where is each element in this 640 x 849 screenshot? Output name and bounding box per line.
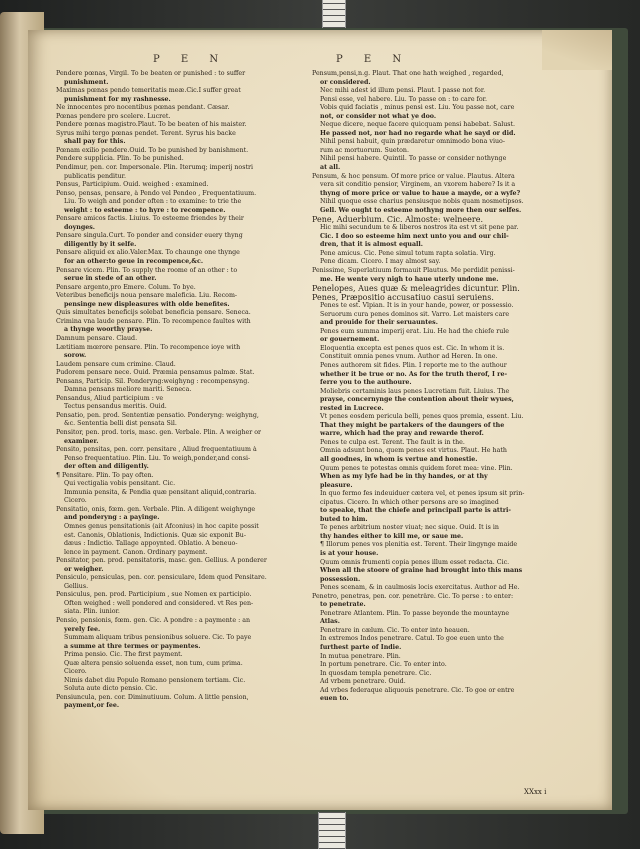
- text-line: Penes authorem sit fides. Plin. I reporte me to the authour: [320, 361, 507, 369]
- text-line: Seruorum cura penes dominos sit. Varro. Let maisters care: [320, 310, 510, 318]
- text-line: diligently by it selfe.: [64, 240, 137, 248]
- text-line: all goodnes, in whom is vertue and honestie.: [320, 455, 478, 463]
- text-line: He passed not, nor had no regarde what he sayd or did.: [320, 129, 516, 137]
- text-line: shall pay for this.: [64, 138, 126, 146]
- text-line: thyng of more price or value to haue a mayde, or a wyfe?: [320, 189, 521, 197]
- text-line: Eloquentia excepta est penes quos est. Cic. In whom it is.: [320, 344, 505, 352]
- text-line: In quo fermo fes indeuiduer cætera vel, et penes ipsum sit prin-: [320, 490, 525, 498]
- text-line: Penes te est. Vlpian. It is in your hande, power, or possessio.: [320, 302, 514, 310]
- text-line: Pensare amicos factis. Liuius. To esteeme friendes by their: [56, 215, 244, 223]
- text-line: and prouide for their seruauntes.: [320, 319, 438, 327]
- text-line: Te penes arbitrium noster viuat; nec sique. Ouid. It is in: [320, 524, 499, 532]
- text-line: and ponderyng : a payinge.: [64, 514, 160, 522]
- text-line: Moliebris certaminis laus penes Lucretiam fuit. Liuius. The: [320, 387, 510, 395]
- text-line: serue in stede of an other.: [64, 275, 157, 283]
- text-line: ¶ Illorum penes vos plenitia est. Terent. Their lingynge maide: [320, 541, 518, 549]
- text-line: When all the stoore of graine had brought into this mans: [320, 567, 523, 575]
- text-line: Pene, Aduerbium. Cic. Almoste: welneere.: [312, 215, 483, 225]
- text-line: Pensiculo, pensiculas, pen. cor. pensiculare, Idem quod Pensitare.: [56, 574, 267, 582]
- text-line: Tectus pensandus meritis. Ouid.: [64, 403, 167, 411]
- text-line: Pensi esse, vel habere. Liu. To passe on : to care for.: [320, 95, 487, 103]
- text-line: Penes te culpa est. Terent. The fault is in the.: [320, 438, 465, 446]
- text-line: Nimis dabet diu Populo Romano pensionem tertiam. Cic.: [64, 676, 246, 684]
- text-line: Penetrare in cælum. Cic. To enter into heauen.: [320, 626, 470, 634]
- text-line: Penelopes, Aues quæ & meleagrides dicuntur. Plin.: [312, 284, 520, 294]
- text-line: Pensitator, pen. prod. pensitatoris, masc. gen. Gellius. A ponderer: [56, 557, 267, 565]
- text-line: Soluta aute dicto pensio. Cic.: [64, 685, 158, 693]
- text-line: sorow.: [64, 352, 87, 360]
- text-line: Syrus mihi tergo pœnas pendet. Terent. Syrus his backe: [56, 129, 236, 137]
- text-line: Nihil quoque esse charius pensiusque nobis quam nosmetipsos.: [320, 198, 524, 206]
- text-line: Penes eum summa imperij erat. Liu. He had the chiefe rule: [320, 327, 509, 335]
- text-line: Often weighed : well pondered and considered. vt Res pen-: [64, 599, 254, 607]
- text-line: est. Canonis, Oblationis, Indictionis. Quæ sic exponit Bu-: [64, 531, 246, 539]
- text-line: Ad vrbem penetrare. Ouid.: [320, 678, 406, 686]
- text-line: Veteribus beneficijs noua pensare maleficia. Liu. Recom-: [56, 292, 238, 300]
- text-line: rum ac mortuorum. Sueton.: [320, 146, 409, 154]
- text-line: Hic mihi secundum te & liberos nostros ita est vt sit pene par.: [320, 224, 519, 232]
- text-line: Pensandus, Aliud participium : ve: [56, 394, 164, 402]
- text-line: cipatus. Cicero. In which other persons are so imagined: [320, 498, 499, 506]
- text-line: Nihil pensi habuit, quin prædaretur omnimodo bona viuo-: [320, 138, 505, 146]
- text-line: In quosdam templa penetrare. Cic.: [320, 669, 432, 677]
- running-head-right: P E N: [336, 54, 411, 65]
- text-line: That they might be partakers of the daungers of the: [320, 421, 505, 429]
- text-line: Quæ altera pensio soluenda esset, non tum, cum prima.: [64, 659, 243, 667]
- text-line: Penissime, Superlatiuum formauit Plautus. Me perdidit penissi-: [312, 267, 515, 275]
- running-head-left: P E N: [153, 54, 228, 65]
- text-line: Penetrare Atlantem. Plin. To passe beyonde the mountayne: [320, 609, 510, 617]
- text-line: Cic. I doo so esteeme him next unto you and our chil-: [320, 232, 509, 240]
- text-line: Omnia adsunt bona, quem penes est virtus. Plaut. He hath: [320, 447, 507, 455]
- text-line: In portum penetrare. Cic. To enter into.: [320, 661, 447, 669]
- text-line: Nihil pensi habere. Quintil. To passe or consider nothynge: [320, 155, 507, 163]
- text-line: Quum penes te potestas omnis quidem foret mea: vine. Plin.: [320, 464, 513, 472]
- text-line: me. He wente very nigh to haue uterly undone me.: [320, 275, 499, 283]
- text-line: Atlas.: [320, 618, 340, 626]
- text-line: dæus : Indictio. Tallage appoynted. Oblatio. A beneuo-: [64, 540, 238, 548]
- text-line: In mutua penetrare. Plin.: [320, 652, 401, 660]
- text-line: &c. Sententia belli dist pensata Sil.: [64, 420, 177, 428]
- text-line: furthest parte of Indie.: [320, 644, 402, 651]
- text-line: to penetrate.: [320, 601, 366, 609]
- text-line: siata. Plin. iunior.: [64, 608, 120, 616]
- text-line: der often and diligently.: [64, 463, 149, 471]
- text-line: When as my lyfe had be in thy handes, or at thy: [320, 473, 488, 481]
- text-line: dren, that it is almost equall.: [320, 241, 424, 249]
- text-line: ¶ Pensitare. Plin. To pay often.: [56, 471, 154, 479]
- text-line: Pensum, & hoc pensum. Of more price or value. Plautus. Altera: [312, 172, 515, 180]
- text-line: Pensiculus, pen. prod. Participium , sue Nomen ex participio.: [56, 591, 252, 599]
- text-line: Pœnam exilio pendere.Ouid. To be punished by banishment.: [56, 146, 249, 154]
- text-line: buted to him.: [320, 515, 368, 523]
- text-line: at all.: [320, 164, 341, 172]
- text-line: Qui vectigalia vobis pensitant. Cic.: [64, 480, 176, 488]
- text-line: for an other:to geue in recompence,&c.: [64, 258, 204, 266]
- text-line: Damna pensans meliore mariti. Seneca.: [64, 386, 192, 394]
- text-line: Pensatio, pen. prod. Sententiæ pensatio. Ponderyng: weighyng,: [56, 411, 259, 419]
- text-line: Pensitatio, onis, fœm. gen. Verbale. Plin. A diligent weighynge: [56, 505, 256, 513]
- text-line: payment,or fee.: [64, 702, 120, 710]
- text-line: examiner.: [64, 437, 99, 445]
- text-line: possession.: [320, 575, 361, 583]
- text-line: Pendere supplicia. Plin. To be punished.: [56, 155, 184, 163]
- text-line: Laudem pensare cum crimine. Claud.: [56, 360, 176, 368]
- text-line: whether it be true or no. As for the truth therof, I re-: [320, 370, 508, 378]
- text-line: pleasure.: [320, 481, 353, 489]
- text-line: Pensiuncula, pen. cor. Diminutiuum. Colum. A little pension,: [56, 693, 249, 701]
- text-line: Neque dicere, neque facere quicquam pensi habebat. Salust.: [320, 121, 516, 129]
- text-line: Crimina vna laude pensare. Plin. To recompence faultes with: [56, 317, 251, 325]
- text-line: rested in Lucrece.: [320, 404, 384, 412]
- text-line: lence in payment. Canon. Ordinary payment.: [64, 548, 208, 556]
- text-line: punishment for my rashnesse.: [64, 95, 171, 103]
- text-line: Vobis quid faciatis , minus pensi est. Liu. You passe not, care: [320, 104, 515, 112]
- text-line: In extremos Indos penetrare. Catul. To goe euen unto the: [320, 635, 504, 643]
- text-line: weight : to esteeme : to hyre : to recompence.: [64, 206, 226, 214]
- text-line: Liu. To weigh and ponder often : to examine: to trie the: [64, 198, 242, 206]
- text-line: doynges.: [64, 223, 95, 231]
- text-line: Prima pensio. Cic. The first payment.: [64, 651, 183, 659]
- text-line: Gell. We ought to esteeme nothyng more then our selfes.: [320, 206, 522, 214]
- text-line: Pene dicam. Cicero. I may almost say.: [320, 258, 441, 266]
- text-line: Quum omnis frumenti copia penes illum esset redacta. Cic.: [320, 558, 510, 566]
- text-line: Quis simultates beneficijs solebat beneficia pensare. Seneca.: [56, 309, 251, 317]
- text-line: is at your house.: [320, 549, 379, 557]
- text-line: warre, which had the pray and rewarde therof.: [320, 430, 484, 438]
- text-line: or considered.: [320, 78, 371, 86]
- left-text-column: [56, 70, 288, 711]
- book-page: [28, 30, 612, 810]
- text-line: Pudorem pensare nece. Ouid. Præmia pensamus palmæ. Stat.: [56, 369, 255, 377]
- text-line: yerely fee.: [64, 625, 101, 633]
- text-line: Pœnas pendere pro scelere. Lucret.: [56, 112, 171, 120]
- text-line: prayse, concernynge the contention about their wyues,: [320, 396, 514, 404]
- text-line: Pensare vicem. Plin. To supply the roome of an other : to: [56, 266, 238, 274]
- text-line: punishment.: [64, 78, 109, 86]
- text-line: pensinge new displeasures with olde benefites.: [64, 300, 230, 308]
- text-line: Maximas pœnas pendo temeritatis meæ.Cic.I suffer great: [56, 87, 241, 95]
- text-line: Pensare aliquid ex alio.Valer.Max. To chaunge one thynge: [56, 249, 240, 257]
- text-line: Cicero.: [64, 668, 87, 676]
- text-line: Nec mihi adest id illum pensi. Plaut. I passe not for.: [320, 87, 486, 95]
- text-line: ferre you to the authoure.: [320, 379, 412, 387]
- text-line: Penso, pensas, pensare, à Pendo vel Pendeo , Frequentatiuum.: [56, 189, 257, 197]
- text-line: publicatis penditur.: [64, 172, 126, 180]
- text-line: or gouernement.: [320, 336, 380, 344]
- text-line: Pensum,pensi,n.g. Plaut. That one hath weighed , regarded,: [312, 70, 504, 77]
- text-line: Penetro, penetras, pen. cor. penetrâre. Cic. To perse : to enter:: [312, 592, 514, 600]
- text-line: Pensare argento,pro Emere. Colum. To bye.: [56, 283, 196, 291]
- right-text-column: [312, 70, 544, 704]
- text-line: Pensio, pensionis, fœm. gen. Cic. A pondre : a paymente : an: [56, 617, 250, 624]
- text-line: Ad vrbes federaque aliquouis penetrare. Cic. To goe or entre: [320, 686, 515, 694]
- text-line: Pene amicus. Cic. Pene simul totum rapta solatia. Virg.: [320, 249, 496, 257]
- text-line: Pensitor, pen. prod. toris, masc. gen. Verbale. Plin. A weigher or: [56, 428, 262, 436]
- text-line: a thynge woorthy prayse.: [64, 326, 153, 334]
- text-line: or weigher.: [64, 565, 104, 573]
- text-line: Vt penes eosdem pericula belli, penes quos premia, essent. Liu.: [320, 413, 524, 421]
- text-line: Cicero.: [64, 497, 87, 505]
- text-line: Summam aliquam tribus pensionibus soluere. Cic. To paye: [64, 634, 252, 642]
- page-signature: XXxx i: [524, 788, 547, 796]
- text-line: not, or consider not what ye doo.: [320, 112, 437, 120]
- text-line: Penes, Præpositio accusatiuo casui seruiens.: [312, 293, 494, 303]
- text-line: Pendere pœnas magistro.Plaut. To be beaten of his maister.: [56, 121, 247, 129]
- text-line: a summe at thre termes or paymentes.: [64, 642, 201, 650]
- text-line: Pensus, Participium. Ouid. weighed : examined.: [56, 181, 209, 189]
- text-line: Ne innocentes pro nocentibus pœnas pendant. Cæsar.: [56, 104, 230, 112]
- text-line: Pensito, pensitas, pen. corr. pensitare , Aliud frequentatiuum à: [56, 446, 257, 454]
- text-line: Pendimur, pen. cor. Impersonale. Plin. Iterumq; imperij nostri: [56, 164, 253, 172]
- text-line: Pendere pœnas, Virgil. To be beaten or punished : to suffer: [56, 70, 246, 77]
- text-line: Pensare singula.Curt. To ponder and consider euery thyng: [56, 232, 243, 240]
- text-line: Immunia pensita, & Pendia quæ pensitant aliquid,contraria.: [64, 488, 257, 496]
- text-line: Constituit omnia penes vnum. Author ad Heren. In one.: [320, 353, 498, 361]
- text-line: Penso frequentatiuo. Plin. Liu. To weigh,ponder,and consi-: [64, 454, 251, 462]
- measuring-ruler-bottom: [318, 812, 346, 849]
- text-line: thy handes either to kill me, or saue me.: [320, 532, 464, 540]
- text-line: euen to.: [320, 695, 349, 703]
- text-line: Lætitiam mœrore pensare. Plin. To recompence ioye with: [56, 343, 241, 351]
- text-line: Pensans, Particip. Sil. Ponderyng:weighyng : recompensyng.: [56, 377, 250, 385]
- text-line: to speake, that the chiefe and principall parte is attri-: [320, 507, 512, 515]
- text-line: Gellius.: [64, 582, 89, 590]
- text-line: Omnes genus pensitationis (ait Afconius) in hoc capite possit: [64, 522, 259, 530]
- page-corner: [542, 30, 612, 70]
- text-line: Damnum pensare. Claud.: [56, 334, 138, 342]
- text-line: Penes scenam, & in caulmosis locis exercitatus. Author ad He.: [320, 584, 520, 592]
- text-line: vera sit conditio pensior, Virginem, an vxorem habere? Is it a: [320, 181, 516, 189]
